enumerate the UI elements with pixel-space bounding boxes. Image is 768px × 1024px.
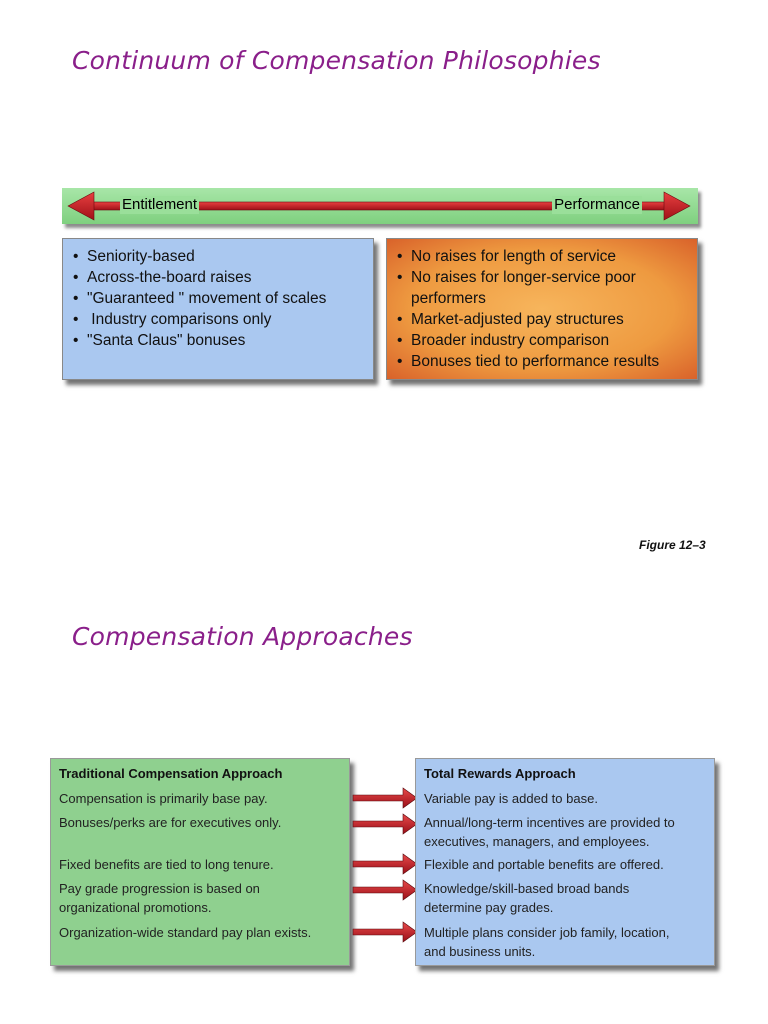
performance-box — [386, 238, 698, 380]
list-item: • Across-the-board raises — [73, 267, 363, 288]
traditional-approach-box — [50, 758, 350, 966]
arrow-head-right — [664, 192, 690, 220]
arrow-right-icon — [353, 854, 417, 874]
traditional-item: Bonuses/perks are for executives only. — [59, 815, 282, 830]
list-item: • No raises for longer-service poor performers — [397, 267, 687, 309]
total-rewards-item: Multiple plans consider job family, location, and business units. — [424, 925, 670, 959]
entitlement-label: Entitlement — [122, 196, 198, 213]
arrow-right-icon — [353, 922, 417, 942]
list-item: • Bonuses tied to performance results — [397, 351, 687, 372]
list-item: • Seniority-based — [73, 246, 363, 267]
traditional-item: Organization-wide standard pay plan exists. — [59, 925, 312, 940]
total-rewards-box — [415, 758, 715, 966]
total-rewards-item: Flexible and portable benefits are offered. — [424, 857, 664, 872]
continuum-bar — [62, 188, 698, 224]
entitlement-box — [62, 238, 374, 380]
traditional-heading: Traditional Compensation Approach — [59, 766, 283, 781]
arrow-right-icon — [353, 788, 417, 808]
traditional-item: Fixed benefits are tied to long tenure. — [59, 857, 274, 872]
approaches-title: Compensation Approaches — [72, 622, 413, 651]
continuum-title: Continuum of Compensation Philosophies — [72, 46, 601, 75]
list-item: • "Guaranteed " movement of scales — [73, 288, 363, 309]
list-item: • Broader industry comparison — [397, 330, 687, 351]
figure-label: Figure 12–3 — [639, 538, 706, 552]
entitlement-list — [73, 246, 363, 351]
arrow-head-left — [68, 192, 94, 220]
traditional-item: Pay grade progression is based on organizational promotions. — [59, 881, 260, 915]
total-rewards-item: Variable pay is added to base. — [424, 791, 598, 806]
traditional-item: Compensation is primarily base pay. — [59, 791, 268, 806]
performance-list — [397, 246, 687, 372]
list-item: • "Santa Claus" bonuses — [73, 330, 363, 351]
list-item: • No raises for length of service — [397, 246, 687, 267]
total-rewards-heading: Total Rewards Approach — [424, 766, 576, 781]
performance-label: Performance — [554, 196, 640, 213]
list-item: • Industry comparisons only — [73, 309, 363, 330]
arrow-right-icon — [353, 814, 417, 834]
total-rewards-item: Knowledge/skill-based broad bands determine pay grades. — [424, 881, 630, 915]
approach-arrows — [345, 758, 421, 966]
arrow-right-icon — [353, 880, 417, 900]
total-rewards-item: Annual/long-term incentives are provided to executives, managers, and employees. — [424, 815, 675, 849]
list-item: • Market-adjusted pay structures — [397, 309, 687, 330]
